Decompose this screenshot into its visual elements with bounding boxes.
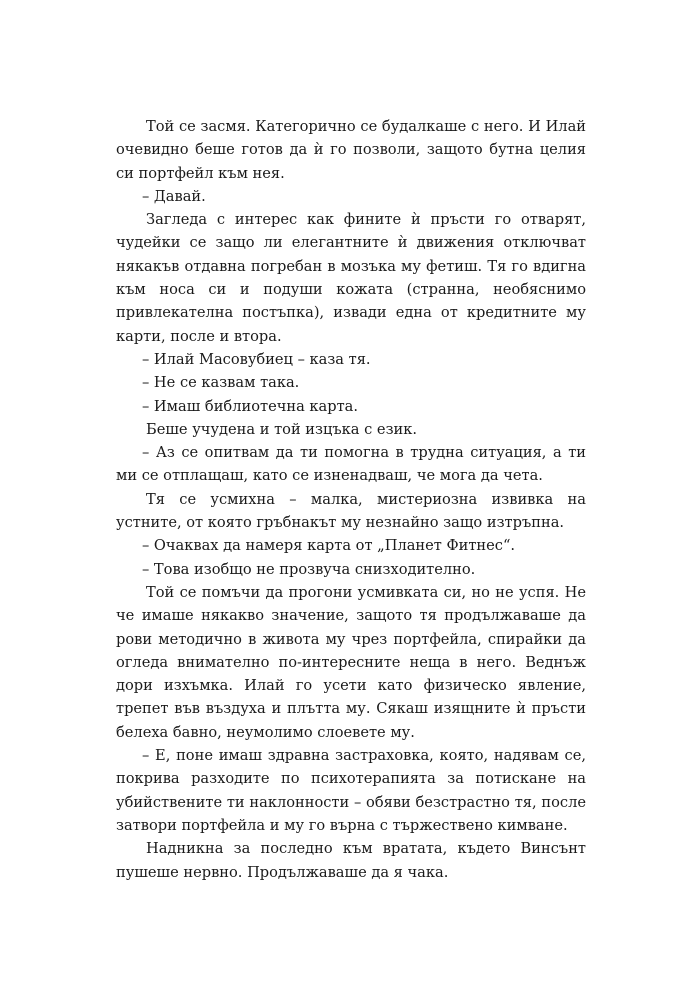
paragraph: Загледа с интерес как фините ѝ пръсти го отварят, чудейки се защо ли елегантните ѝ движения отключват някакъв отдавна погребан в мозъка му фетиш. Тя го вдигна към носа си и подуши кожата (странна, необяснимо привлекателна постъпка), извади една от кредитните му карти, после и втора. (116, 211, 586, 345)
paragraph: – Това изобщо не прозвуча снизходително. (142, 560, 476, 578)
paragraph: Тя се усмихна – малка, мистериозна извивка на устните, от която гръбнакът му незнайно защо изтръпна. (116, 490, 586, 532)
paragraph: Той се засмя. Категорично се будалкаше с него. И Илай очевидно беше готов да ѝ го позволи, защото бутна целия си портфейл към нея. (116, 118, 586, 182)
paragraph: – Аз се опитвам да ти помогна в трудна ситуация, а ти ми се отплащаш, като се изненадваш, че мога да чета. (116, 444, 586, 485)
paragraph: Той се помъчи да прогони усмивката си, но не успя. Не че имаше някакво значение, защото тя продължаваше да рови методично в живота му чрез портфейла, спирайки да огледа внимателно по-интересните неща в него. Веднъж дори изхъмка. Илай го усети като физическо явление, трепет във въздуха и плътта му. Сякаш изящните ѝ пръсти белеха бавно, неумолимо слоевете му. (116, 583, 586, 741)
paragraph: – Очаквах да намеря карта от „Планет Фитнес“. (142, 537, 516, 555)
paragraph: – Илай Масовубиец – каза тя. (142, 350, 371, 368)
paragraph: Беше учудена и той изцъка с език. (146, 420, 418, 438)
page-text (116, 115, 586, 884)
paragraph: – Е, поне имаш здравна застраховка, която, надявам се, покрива разходите по психотерапията за потискане на убийствените ти наклонности – обяви безстрастно тя, после затвори портфейла и му го върна с тържествено кимване. (116, 747, 586, 834)
paragraph: – Давай. (142, 187, 206, 205)
paragraph: – Имаш библиотечна карта. (142, 397, 359, 415)
paragraph: Надникна за последно към вратата, където Винсънт пушеше нервно. Продължаваше да я чака. (116, 840, 586, 881)
paragraph: – Не се казвам така. (142, 374, 300, 392)
